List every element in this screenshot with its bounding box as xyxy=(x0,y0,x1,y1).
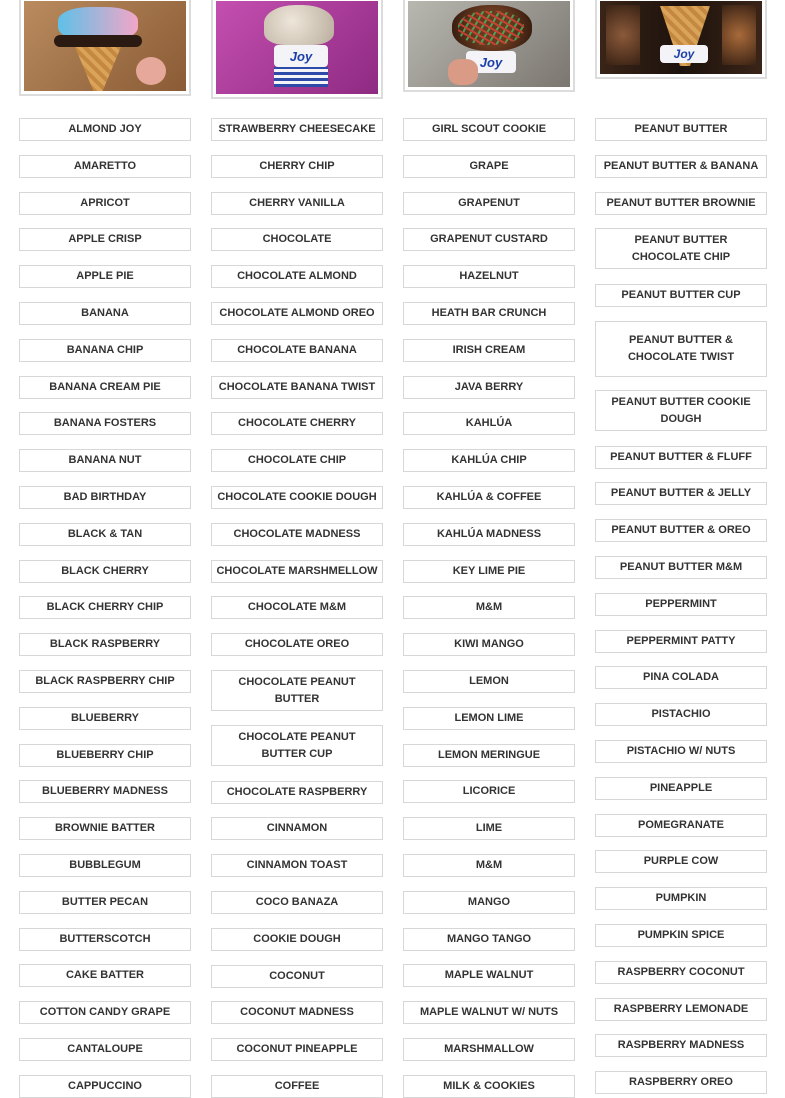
flavor-item: M&M xyxy=(403,596,575,619)
flavor-item: APPLE CRISP xyxy=(19,228,191,251)
flavor-item: PUMPKIN xyxy=(595,887,767,910)
flavor-item: COCO BANAZA xyxy=(211,891,383,914)
flavor-item: BANANA xyxy=(19,302,191,325)
flavor-item: CANTALOUPE xyxy=(19,1038,191,1061)
flavor-item: CHOCOLATE CHERRY xyxy=(211,412,383,435)
flavor-item: APRICOT xyxy=(19,192,191,215)
flavor-item: PEANUT BUTTER COOKIE DOUGH xyxy=(595,390,767,431)
flavor-item: STRAWBERRY CHEESECAKE xyxy=(211,118,383,141)
flavor-item: RASPBERRY MADNESS xyxy=(595,1034,767,1057)
flavor-item: GRAPENUT xyxy=(403,192,575,215)
flavor-item: CHOCOLATE BANANA TWIST xyxy=(211,376,383,399)
flavor-item: BLACK & TAN xyxy=(19,523,191,546)
flavor-item: PEANUT BUTTER & BANANA xyxy=(595,155,767,178)
flavor-item: KAHLÚA CHIP xyxy=(403,449,575,472)
flavor-item: MANGO TANGO xyxy=(403,928,575,951)
flavor-item: COCONUT PINEAPPLE xyxy=(211,1038,383,1061)
flavor-item: AMARETTO xyxy=(19,155,191,178)
flavor-item: PEANUT BUTTER CUP xyxy=(595,284,767,307)
flavor-item: BAD BIRTHDAY xyxy=(19,486,191,509)
flavor-item: GRAPENUT CUSTARD xyxy=(403,228,575,251)
flavor-item: PEANUT BUTTER & FLUFF xyxy=(595,446,767,469)
flavor-item: CHOCOLATE PEANUT BUTTER xyxy=(211,670,383,711)
cone-photo-3 xyxy=(403,0,575,92)
joy-logo: Joy xyxy=(466,51,516,73)
flavor-item: LICORICE xyxy=(403,780,575,803)
flavor-item: CHOCOLATE PEANUT BUTTER CUP xyxy=(211,725,383,766)
flavor-item: CHOCOLATE COOKIE DOUGH xyxy=(211,486,383,509)
flavor-item: CHOCOLATE M&M xyxy=(211,596,383,619)
flavor-item: PEANUT BUTTER M&M xyxy=(595,556,767,579)
flavor-item: MILK & COOKIES xyxy=(403,1075,575,1098)
joy-logo: Joy xyxy=(660,45,708,63)
flavor-item: RASPBERRY OREO xyxy=(595,1071,767,1094)
flavor-item: CHOCOLATE ALMOND OREO xyxy=(211,302,383,325)
flavor-item: CHOCOLATE MARSHMELLOW xyxy=(211,560,383,583)
flavor-item: BANANA CHIP xyxy=(19,339,191,362)
flavor-item: PEANUT BUTTER BROWNIE xyxy=(595,192,767,215)
flavor-item: CHOCOLATE MADNESS xyxy=(211,523,383,546)
waffle-cone-icon xyxy=(75,47,121,91)
flavor-item: GRAPE xyxy=(403,155,575,178)
flavor-item: CHOCOLATE BANANA xyxy=(211,339,383,362)
flavor-item: PEANUT BUTTER & JELLY xyxy=(595,482,767,505)
flavor-item: MAPLE WALNUT W/ NUTS xyxy=(403,1001,575,1024)
flavor-item: CHERRY VANILLA xyxy=(211,192,383,215)
flavor-item: MARSHMALLOW xyxy=(403,1038,575,1061)
flavor-item: BUTTER PECAN xyxy=(19,891,191,914)
flavor-item: COFFEE xyxy=(211,1075,383,1098)
flavor-item: CAPPUCCINO xyxy=(19,1075,191,1098)
flavor-item: COOKIE DOUGH xyxy=(211,928,383,951)
flavor-item: BLUEBERRY xyxy=(19,707,191,730)
flavor-item: KIWI MANGO xyxy=(403,633,575,656)
flavor-item: BANANA NUT xyxy=(19,449,191,472)
flavor-item: GIRL SCOUT COOKIE xyxy=(403,118,575,141)
flavor-item: CHOCOLATE RASPBERRY xyxy=(211,781,383,804)
flavor-item: JAVA BERRY xyxy=(403,376,575,399)
flavor-item: PISTACHIO xyxy=(595,703,767,726)
flavor-item: APPLE PIE xyxy=(19,265,191,288)
flavor-item: LEMON xyxy=(403,670,575,693)
flavor-item: BUTTERSCOTCH xyxy=(19,928,191,951)
flavor-item: CHOCOLATE ALMOND xyxy=(211,265,383,288)
topping-jar xyxy=(722,5,756,65)
flavor-item: BANANA CREAM PIE xyxy=(19,376,191,399)
flavor-item: LIME xyxy=(403,817,575,840)
sprinkles xyxy=(458,11,524,45)
flavor-item: POMEGRANATE xyxy=(595,814,767,837)
flavor-item: PISTACHIO W/ NUTS xyxy=(595,740,767,763)
flavor-item: PEANUT BUTTER xyxy=(595,118,767,141)
flavor-item: BROWNIE BATTER xyxy=(19,817,191,840)
flavor-item: PURPLE COW xyxy=(595,850,767,873)
flavor-item: HAZELNUT xyxy=(403,265,575,288)
flavor-item: KAHLÚA MADNESS xyxy=(403,523,575,546)
hand-image xyxy=(136,57,166,85)
flavor-item: COTTON CANDY GRAPE xyxy=(19,1001,191,1024)
flavor-item: BLACK RASPBERRY xyxy=(19,633,191,656)
cone-wrapper xyxy=(274,67,328,87)
flavor-item: CHOCOLATE OREO xyxy=(211,633,383,656)
flavor-item: PEANUT BUTTER & CHOCOLATE TWIST xyxy=(595,321,767,377)
topping-jar xyxy=(606,5,640,65)
flavor-item: RASPBERRY COCONUT xyxy=(595,961,767,984)
cone-photo-2 xyxy=(211,0,383,99)
flavor-item: ALMOND JOY xyxy=(19,118,191,141)
flavor-item: COCONUT xyxy=(211,965,383,988)
flavor-item: CINNAMON xyxy=(211,817,383,840)
flavor-item: CHOCOLATE CHIP xyxy=(211,449,383,472)
flavor-item: MAPLE WALNUT xyxy=(403,964,575,987)
cone-photo-4 xyxy=(595,0,767,79)
flavor-item: M&M xyxy=(403,854,575,877)
flavor-item: PINEAPPLE xyxy=(595,777,767,800)
flavor-item: KAHLÚA & COFFEE xyxy=(403,486,575,509)
flavor-item: PEANUT BUTTER CHOCOLATE CHIP xyxy=(595,228,767,269)
hand-image xyxy=(448,59,478,85)
flavor-item: PINA COLADA xyxy=(595,666,767,689)
flavor-item: BLUEBERRY CHIP xyxy=(19,744,191,767)
flavor-item: HEATH BAR CRUNCH xyxy=(403,302,575,325)
flavor-item: KAHLÚA xyxy=(403,412,575,435)
flavor-item: LEMON MERINGUE xyxy=(403,744,575,767)
flavor-item: LEMON LIME xyxy=(403,707,575,730)
flavor-item: BLACK CHERRY xyxy=(19,560,191,583)
flavor-item: MANGO xyxy=(403,891,575,914)
cookie-crumb-rim xyxy=(54,35,142,47)
cone-photo-1 xyxy=(19,0,191,96)
flavor-item: CAKE BATTER xyxy=(19,964,191,987)
joy-logo: Joy xyxy=(274,45,328,67)
flavor-item: PEPPERMINT xyxy=(595,593,767,616)
flavor-item: BLACK RASPBERRY CHIP xyxy=(19,670,191,693)
flavor-item: CINNAMON TOAST xyxy=(211,854,383,877)
flavor-item: KEY LIME PIE xyxy=(403,560,575,583)
flavor-item: BLACK CHERRY CHIP xyxy=(19,596,191,619)
flavor-item: COCONUT MADNESS xyxy=(211,1001,383,1024)
flavor-item: IRISH CREAM xyxy=(403,339,575,362)
flavor-item: RASPBERRY LEMONADE xyxy=(595,998,767,1021)
flavor-item: BANANA FOSTERS xyxy=(19,412,191,435)
flavor-item: PEPPERMINT PATTY xyxy=(595,630,767,653)
flavor-item: BLUEBERRY MADNESS xyxy=(19,780,191,803)
flavor-item: CHOCOLATE xyxy=(211,228,383,251)
flavor-item: BUBBLEGUM xyxy=(19,854,191,877)
ice-cream-scoop-icon xyxy=(264,5,334,45)
flavor-item: PEANUT BUTTER & OREO xyxy=(595,519,767,542)
flavor-item: CHERRY CHIP xyxy=(211,155,383,178)
flavor-item: PUMPKIN SPICE xyxy=(595,924,767,947)
